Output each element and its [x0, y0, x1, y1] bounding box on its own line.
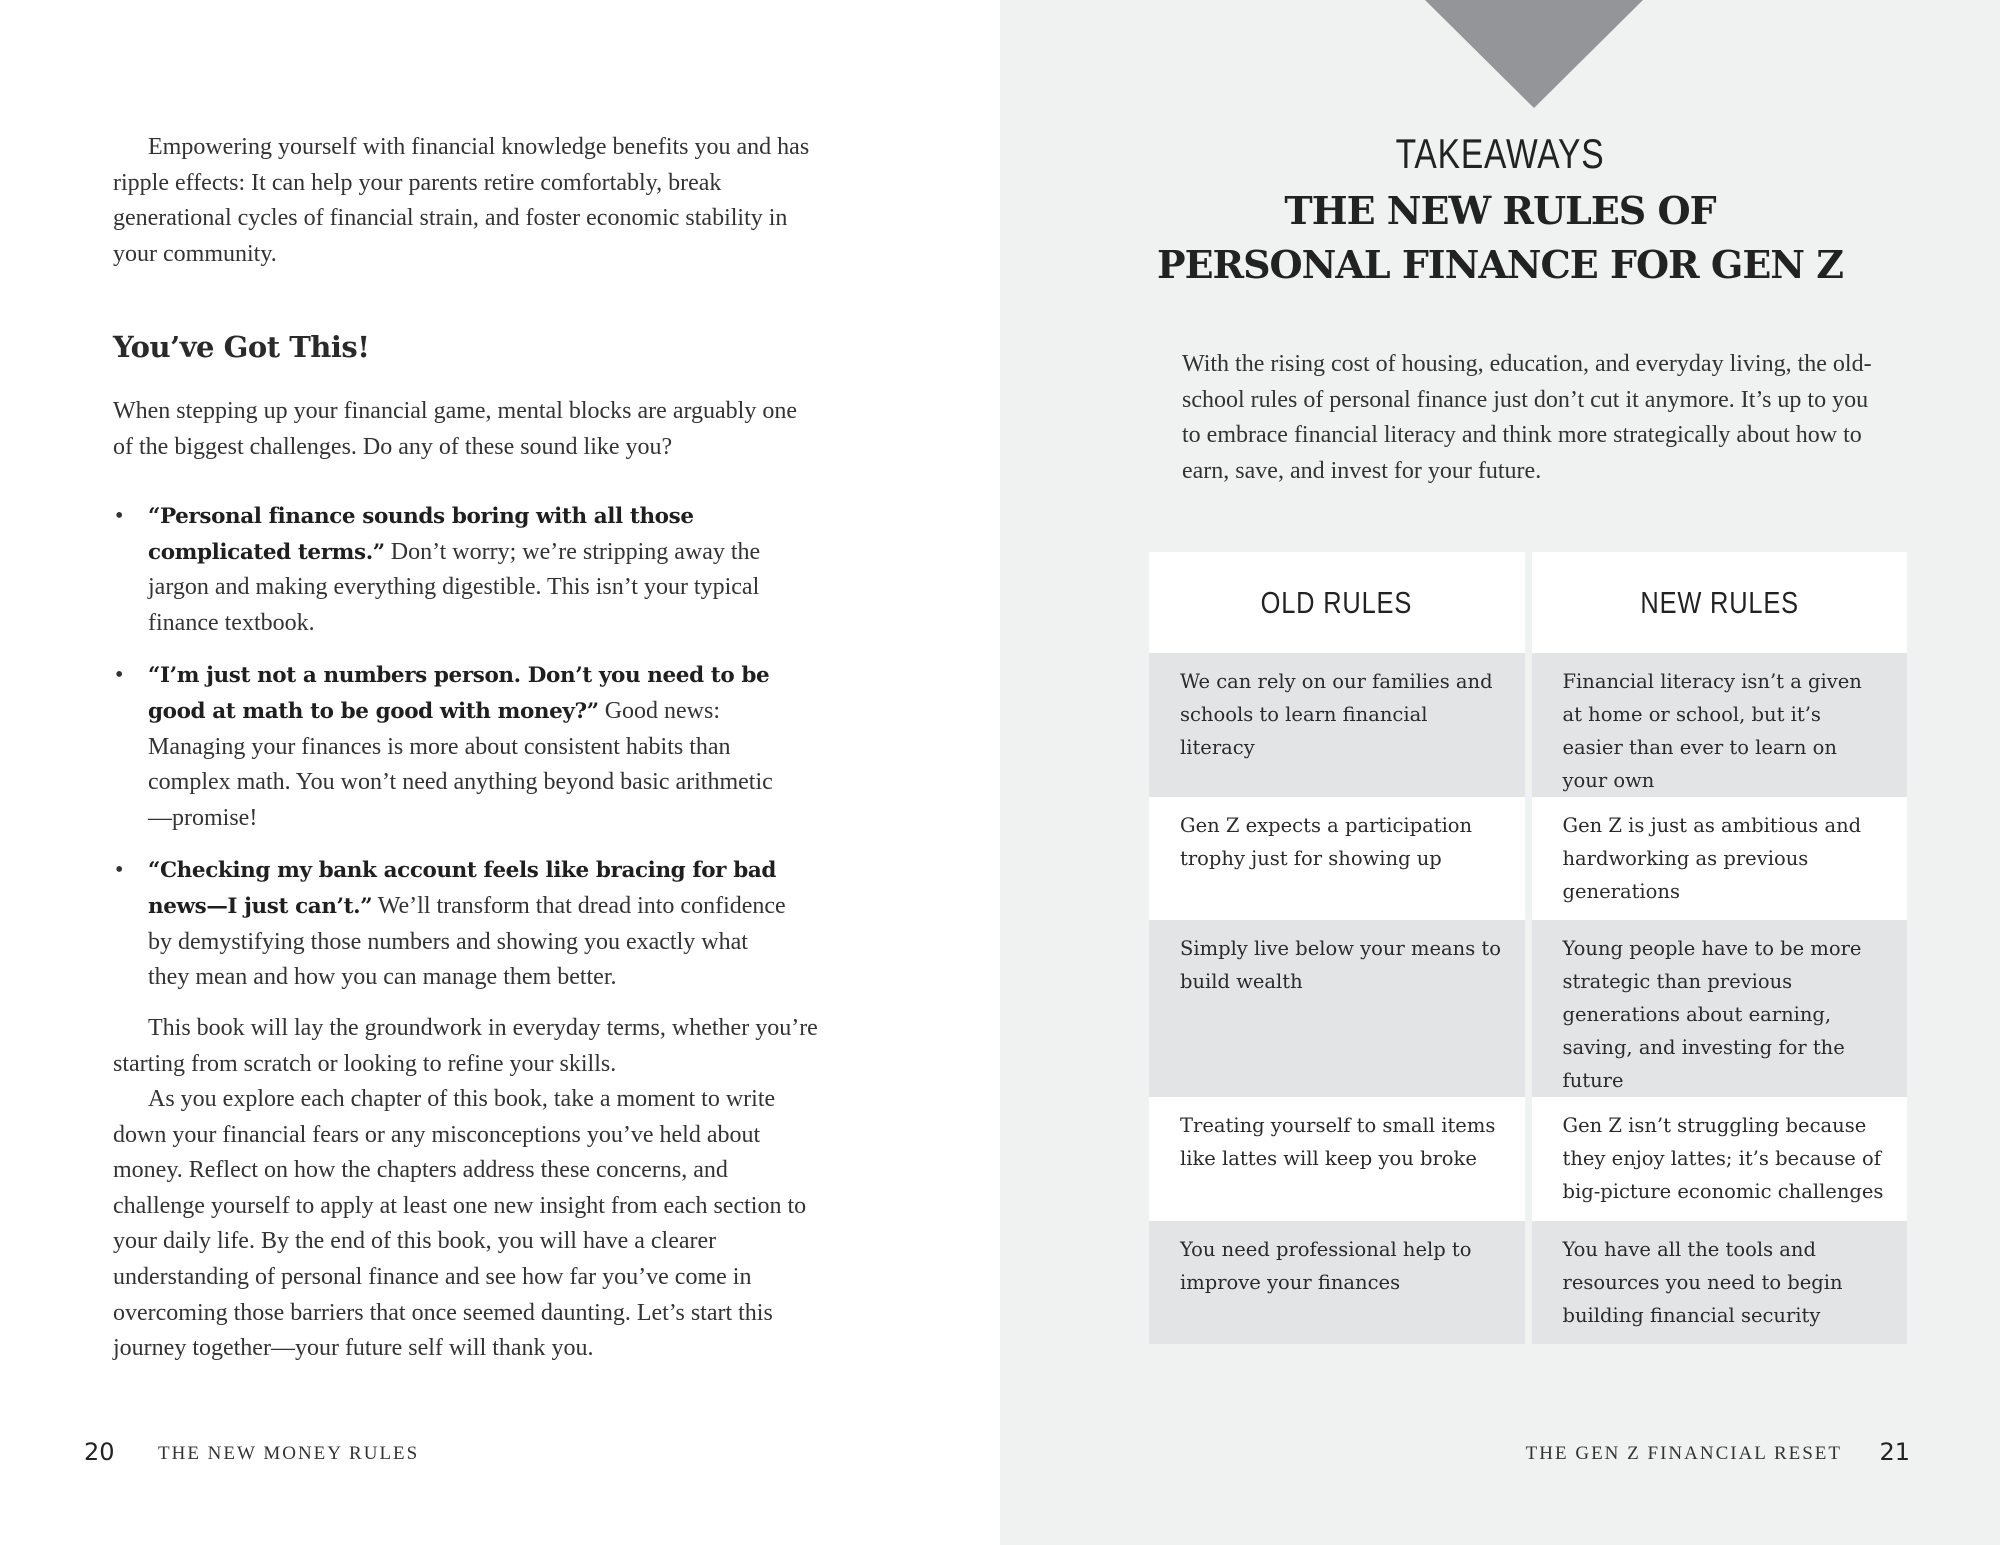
- header-new-rules: NEW RULES: [1532, 552, 1908, 653]
- old-rule-cell: You need professional help to improve your finances: [1149, 1221, 1525, 1344]
- section-heading: You’ve Got This!: [113, 330, 370, 364]
- running-head: THE NEW MONEY RULES: [158, 1443, 420, 1464]
- bullet-item: [113, 853, 793, 995]
- table-row: [1149, 1097, 1907, 1221]
- bullet-quote: “I’m just not a numbers person. Don’t you need to be good at math to be good with money?”: [148, 663, 770, 724]
- bullet-text: Good news: Managing your finances is more about consistent habits than complex math. You won’t need anything beyond basic arithmetic—promise!: [148, 697, 773, 831]
- paragraph: When stepping up your financial game, mental blocks are arguably one of the biggest challenges. Do any of these sound like you?: [113, 398, 797, 460]
- table-row: [1149, 797, 1907, 920]
- new-rule-cell: You have all the tools and resources you need to begin building financial security: [1532, 1221, 1908, 1344]
- bullet-quote: “Personal finance sounds boring with all those complicated terms.”: [148, 504, 694, 565]
- new-rule-cell: Financial literacy isn’t a given at home or school, but it’s easier than ever to learn on your own: [1532, 653, 1908, 797]
- table-header-row: [1149, 552, 1907, 653]
- old-rule-cell: We can rely on our families and schools to learn financial literacy: [1149, 653, 1525, 797]
- page-number: 21: [1879, 1438, 1910, 1466]
- table-row: [1149, 1221, 1907, 1344]
- new-rule-cell: Gen Z isn’t struggling because they enjoy lattes; it’s because of big-picture economic challenges: [1532, 1097, 1908, 1221]
- new-rule-cell: Young people have to be more strategic than previous generations about earning, saving, and investing for the future: [1532, 920, 1908, 1097]
- page-title-line-2: PERSONAL FINANCE FOR GEN Z: [1157, 242, 1843, 287]
- bullet-icon: •: [115, 857, 124, 884]
- right-page: [1000, 0, 2000, 1545]
- bullet-list: [113, 499, 793, 1013]
- running-head: THE GEN Z FINANCIAL RESET: [1525, 1443, 1842, 1464]
- intro-paragraph: Empowering yourself with financial knowledge benefits you and has ripple effects: It can help your parents retire comfortably, break generational cycles of financial strain, and foster economic stability in your community.: [113, 134, 810, 267]
- takeaways-kicker: TAKEAWAYS: [1395, 130, 1605, 177]
- bullet-quote: “Checking my bank account feels like bracing for bad news—I just can’t.”: [148, 858, 776, 919]
- paragraph: This book will lay the groundwork in everyday terms, whether you’re starting from scratch or looking to refine your skills.: [113, 1015, 818, 1077]
- bullet-text: Don’t worry; we’re stripping away the jargon and making everything digestible. This isn’t your typical finance textbook.: [148, 538, 761, 636]
- intro-paragraph: With the rising cost of housing, education, and everyday living, the old-school rules of personal finance just don’t cut it anymore. It’s up to you to embrace financial literacy and think more strategically about how to earn, save, and invest for your future.: [1182, 351, 1872, 484]
- old-rule-cell: Treating yourself to small items like lattes will keep you broke: [1149, 1097, 1525, 1221]
- bullet-icon: •: [115, 503, 124, 529]
- bullet-item: [113, 499, 793, 641]
- page-title-line-1: THE NEW RULES OF: [1284, 188, 1716, 233]
- bullet-item: [113, 658, 793, 836]
- table-row: [1149, 653, 1907, 797]
- old-rule-cell: Gen Z expects a participation trophy just for showing up: [1149, 797, 1525, 920]
- header-old-rules: OLD RULES: [1149, 552, 1525, 653]
- bullet-text: We’ll transform that dread into confidence by demystifying those numbers and showing you exactly what they mean and how you can manage them better.: [148, 892, 786, 991]
- old-rule-cell: Simply live below your means to build wealth: [1149, 920, 1525, 1097]
- rules-table: [1142, 552, 1914, 1344]
- paragraph: As you explore each chapter of this book, take a moment to write down your financial fears or any misconceptions you’ve held about money. Reflect on how the chapters address these concerns, and challenge yourself to apply at least one new insight from each section to your daily life. By the end of this book, you will have a clearer understanding of personal finance and see how far you’ve come in overcoming those barriers that once seemed daunting. Let’s start this journey together—your future self will thank you.: [113, 1086, 807, 1362]
- page-number: 20: [84, 1438, 115, 1466]
- bullet-icon: •: [115, 662, 124, 689]
- triangle-decoration-icon: [1425, 0, 1643, 108]
- table-row: [1149, 920, 1907, 1097]
- new-rule-cell: Gen Z is just as ambitious and hardworking as previous generations: [1532, 797, 1908, 920]
